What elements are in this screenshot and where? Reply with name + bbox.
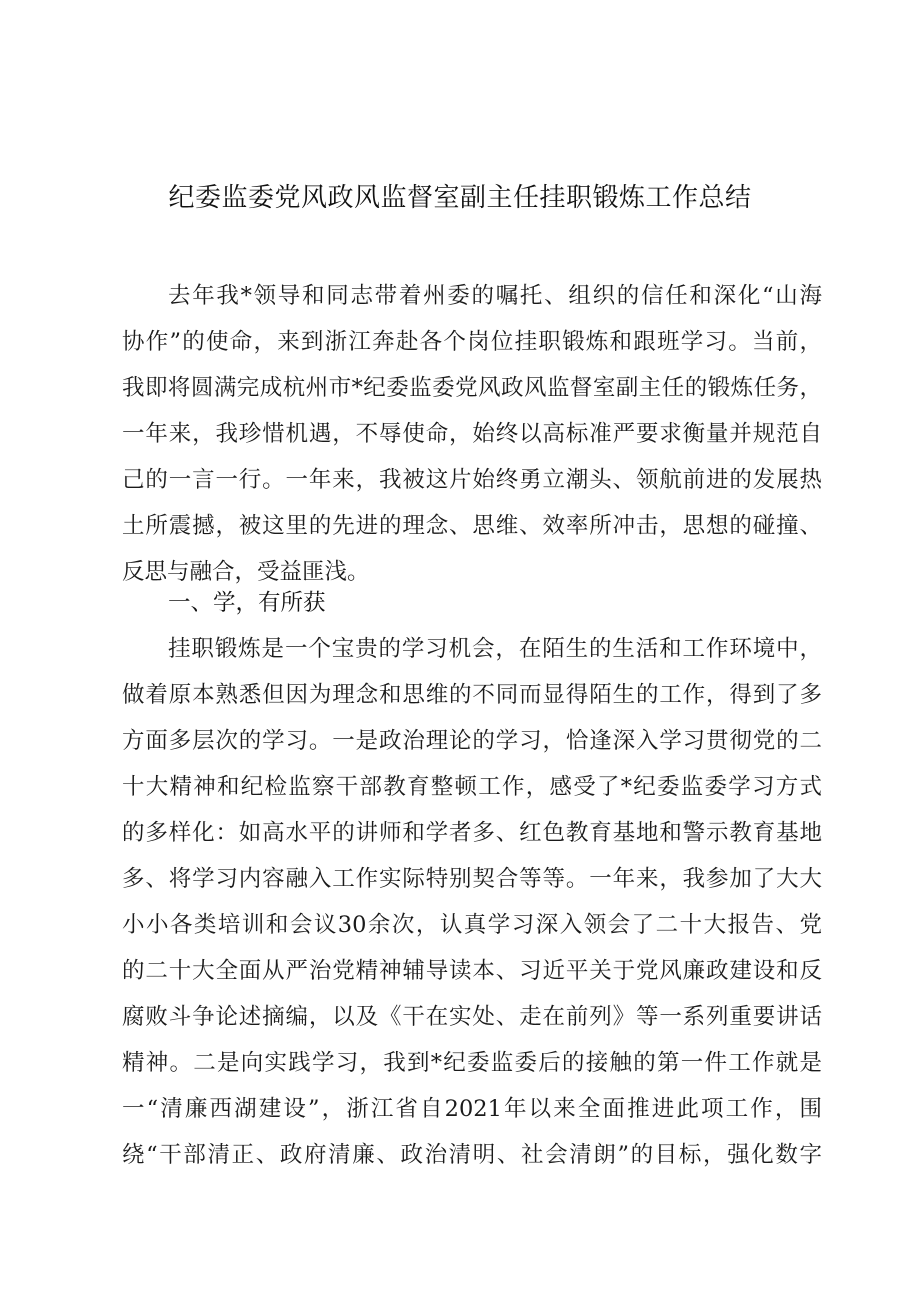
- paragraph-line: 我即将圆满完成杭州市*纪委监委党风政风监督室副主任的锻炼任务，: [122, 375, 822, 401]
- paragraph-line: 一“清廉西湖建设”，浙江省自2021年以来全面推进此项工作，围: [122, 1096, 822, 1122]
- paragraph-line: 绕“干部清正、政府清廉、政治清明、社会清朗”的目标，强化数字: [122, 1142, 822, 1168]
- paragraph-line: 十大精神和纪检监察干部教育整顿工作，感受了*纪委监委学习方式: [122, 774, 822, 800]
- paragraph-line: 的二十大全面从严治党精神辅导读本、习近平关于党风廉政建设和反: [122, 958, 822, 984]
- paragraph-line: 精神。二是向实践学习，我到*纪委监委后的接触的第一件工作就是: [122, 1050, 822, 1076]
- paragraph-line: 挂职锻炼是一个宝贵的学习机会，在陌生的生活和工作环境中，: [168, 636, 822, 662]
- paragraph-line: 协作”的使命，来到浙江奔赴各个岗位挂职锻炼和跟班学习。当前，: [122, 329, 822, 355]
- paragraph-line: 小小各类培训和会议30余次，认真学习深入领会了二十大报告、党: [122, 912, 822, 938]
- paragraph-line: 腐败斗争论述摘编，以及《干在实处、走在前列》等一系列重要讲话: [122, 1004, 822, 1030]
- paragraph-line: 的多样化：如高水平的讲师和学者多、红色教育基地和警示教育基地: [122, 820, 822, 846]
- paragraph-line: 去年我*领导和同志带着州委的嘱托、组织的信任和深化“山海: [168, 283, 822, 309]
- document-title: 纪委监委党风政风监督室副主任挂职锻炼工作总结: [168, 183, 752, 213]
- paragraph-line: 方面多层次的学习。一是政治理论的学习，恰逢深入学习贯彻党的二: [122, 728, 822, 754]
- paragraph-line: 反思与融合，受益匪浅。: [122, 559, 370, 585]
- paragraph-line: 一年来，我珍惜机遇，不辱使命，始终以高标准严要求衡量并规范自: [122, 421, 822, 447]
- paragraph-line: 做着原本熟悉但因为理念和思维的不同而显得陌生的工作，得到了多: [122, 682, 822, 708]
- section-heading: 一、学，有所获: [168, 590, 326, 616]
- paragraph-line: 己的一言一行。一年来，我被这片始终勇立潮头、领航前进的发展热: [122, 467, 822, 493]
- paragraph-line: 多、将学习内容融入工作实际特别契合等等。一年来，我参加了大大: [122, 866, 822, 892]
- paragraph-line: 土所震撼，被这里的先进的理念、思维、效率所冲击，思想的碰撞、: [122, 513, 822, 539]
